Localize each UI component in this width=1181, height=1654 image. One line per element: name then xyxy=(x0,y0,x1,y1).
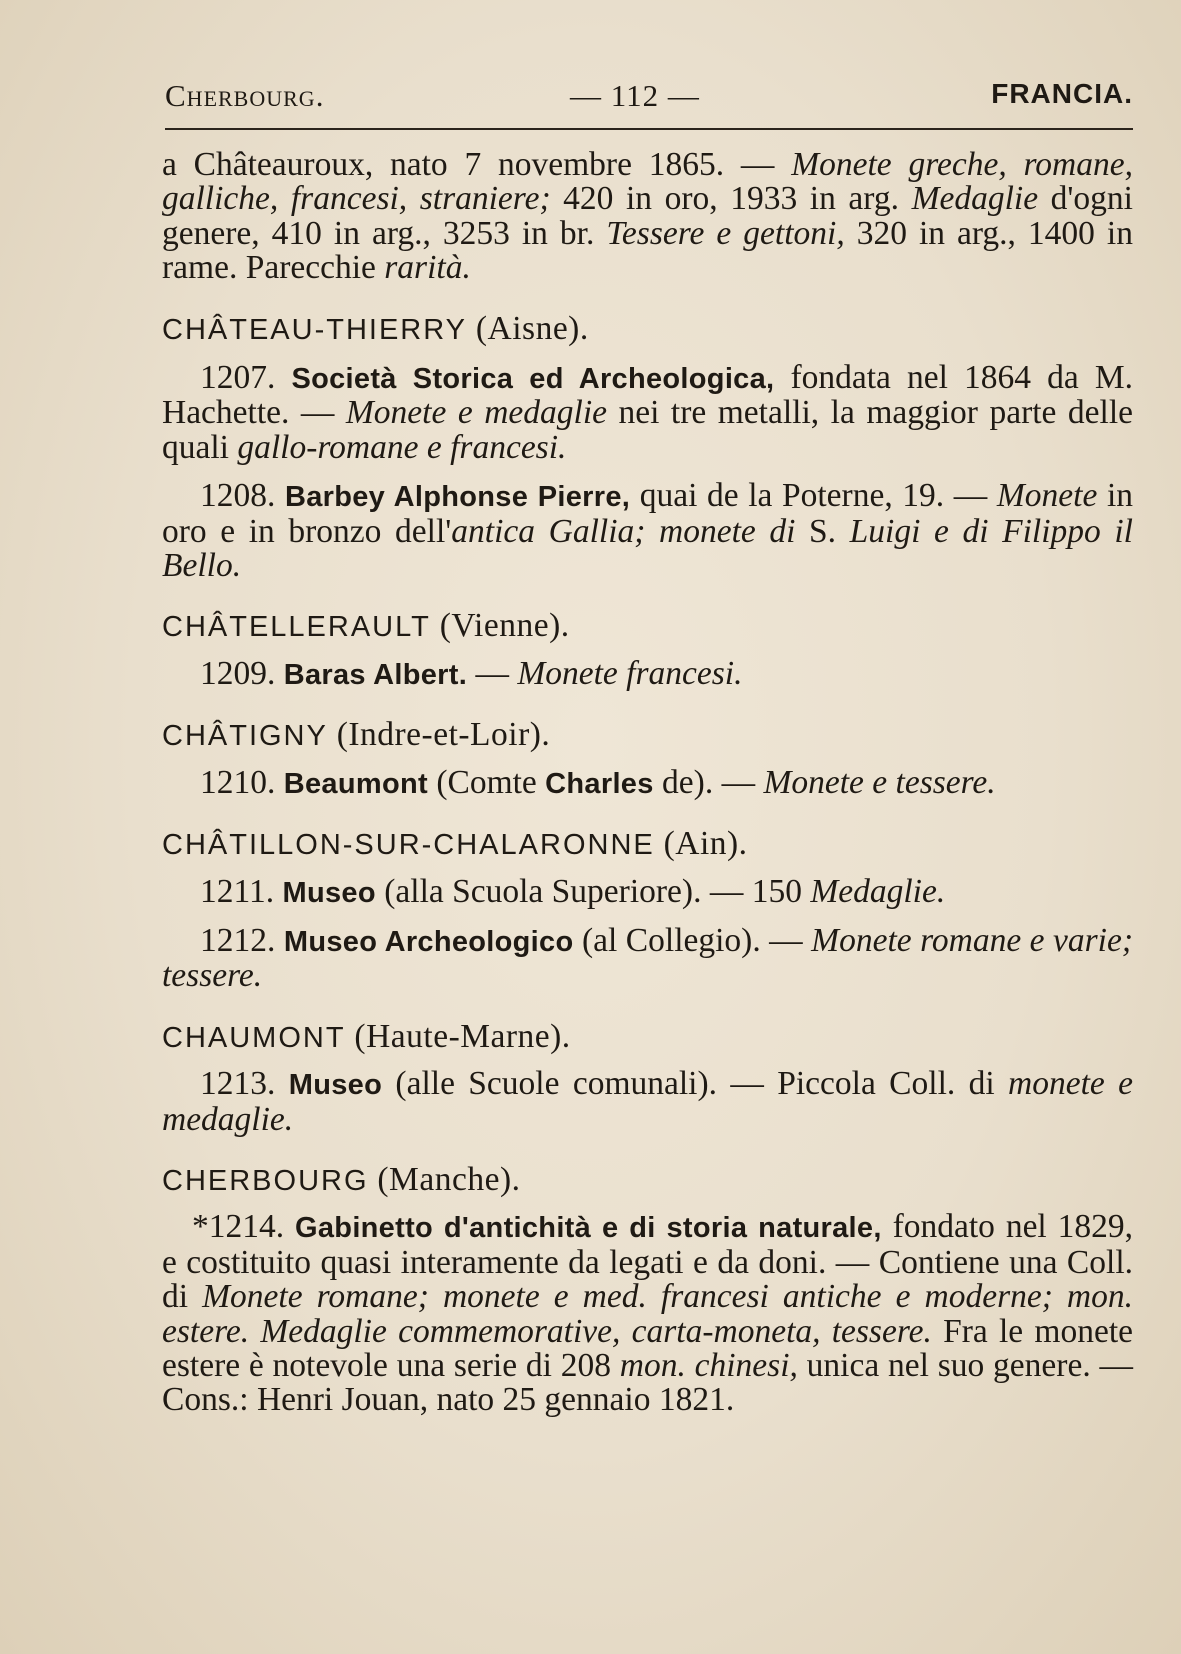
entry-1212 xyxy=(162,921,1134,995)
text: S. xyxy=(795,512,850,550)
place-heading xyxy=(162,609,1133,644)
text: Fra le monete estere è notevole una serie di 208 xyxy=(162,1312,1134,1384)
text: (al Collegio). — xyxy=(573,921,812,959)
text: unica nel suo genere. — Cons.: Henri Jouan, nato 25 gennaio 1821. xyxy=(162,1346,1133,1419)
entry-name: Beaumont xyxy=(283,767,428,800)
entry-1207 xyxy=(162,361,1133,465)
place-region: (Haute-Marne). xyxy=(345,1017,571,1055)
running-head-left: Cherbourg. xyxy=(165,78,325,113)
italic-text: Monete francesi. xyxy=(517,654,743,692)
entry-name: Baras Albert. xyxy=(283,658,468,691)
entry-1213 xyxy=(162,1067,1133,1137)
entry-name: Società Storica ed Archeologica, xyxy=(291,363,775,396)
italic-text: Monete greche, romane, galliche, francesi, straniere; xyxy=(162,146,1133,218)
entry-number: 1213. xyxy=(200,1065,289,1103)
entry-number: 1208. xyxy=(200,477,285,515)
text: (alle Scuole comunali). — Piccola Coll. di xyxy=(382,1065,1009,1103)
place-name: CHÂTILLON-SUR-CHALARONNE xyxy=(162,829,655,862)
running-head-right: FRANCIA. xyxy=(991,78,1133,109)
italic-text: Monete e medaglie xyxy=(345,394,608,432)
entry-number: 1207. xyxy=(200,359,292,397)
place-name: CHÂTEAU-THIERRY xyxy=(162,313,467,346)
place-heading xyxy=(162,718,1133,753)
entry-name-part: Charles xyxy=(545,767,654,800)
text: d'ogni genere, 410 in arg., 3253 in br. xyxy=(162,180,1133,252)
intro-paragraph xyxy=(162,148,1133,286)
entry-1214 xyxy=(162,1210,1133,1417)
text: a Châteauroux, nato 7 novembre 1865. — xyxy=(162,146,792,183)
italic-text: Monete e tessere. xyxy=(763,763,996,801)
place-region: (Aisne). xyxy=(467,309,589,347)
text: nei tre metalli, la maggior parte delle quali xyxy=(162,394,1133,466)
italic-text: gallo-romane e francesi. xyxy=(237,428,567,466)
entry-1208 xyxy=(162,479,1133,583)
italic-text: mon. chinesi, xyxy=(619,1346,798,1384)
page-number: — 112 — xyxy=(570,78,700,113)
place-heading xyxy=(162,1017,1133,1055)
place-name: CHÂTELLERAULT xyxy=(162,611,431,644)
entry-number: 1212. xyxy=(200,921,284,959)
text: fondato nel 1829, e costituito quasi interamente da legati e da doni. — Contiene una Coll. di xyxy=(162,1208,1134,1316)
entry-name: Museo xyxy=(282,876,376,909)
text: in oro e in bronzo dell' xyxy=(162,477,1134,550)
place-name: CHERBOURG xyxy=(162,1164,369,1197)
text: (Comte xyxy=(427,763,546,801)
italic-text: Luigi e di Filippo il Bello. xyxy=(162,512,1133,585)
entry-number: 1209. xyxy=(200,654,284,692)
place-name: CHÂTIGNY xyxy=(162,720,328,753)
italic-text: Monete romane e varie; tessere. xyxy=(162,921,1134,995)
entry-number: 1210. xyxy=(200,763,284,801)
place-region: (Indre-et-Loir). xyxy=(327,716,551,754)
text: fondata nel 1864 da M. Hachette. — xyxy=(162,359,1133,432)
entry-1211 xyxy=(162,872,1133,910)
italic-text: Monete romane; monete e med. francesi antiche e moderne; mon. estere. Medaglie commemorative, carta-moneta, tessere. xyxy=(162,1278,1134,1350)
entry-number: *1214. xyxy=(192,1208,296,1246)
place-heading xyxy=(162,309,1133,347)
entry-name: Barbey Alphonse Pierre, xyxy=(284,481,631,514)
entry-number: 1211. xyxy=(200,872,283,910)
text: — xyxy=(467,654,518,692)
place-name: CHAUMONT xyxy=(162,1021,346,1054)
italic-text: Medaglie xyxy=(911,180,1039,218)
text: 320 in arg., 1400 in rame. Parecchie xyxy=(162,214,1133,287)
place-region: (Manche). xyxy=(368,1160,521,1198)
entry-name: Gabinetto d'antichità e di storia naturale, xyxy=(295,1212,882,1245)
italic-text: Medaglie. xyxy=(810,872,946,910)
text: (alla Scuola Superiore). — 150 xyxy=(375,872,811,910)
text: 420 in oro, 1933 in arg. xyxy=(550,180,912,218)
italic-text: antica Gallia; monete di xyxy=(451,512,796,550)
running-head xyxy=(165,74,1133,118)
header-rule xyxy=(165,128,1133,130)
italic-text: Tessere e gettoni, xyxy=(606,214,845,252)
text: de). — xyxy=(653,763,764,801)
page-body xyxy=(162,148,1133,1418)
entry-name: Museo xyxy=(288,1069,383,1102)
entry-1210 xyxy=(162,763,1133,801)
entry-1209 xyxy=(162,654,1133,692)
place-region: (Ain). xyxy=(654,825,748,863)
place-heading xyxy=(162,827,1133,862)
italic-text: Monete xyxy=(996,477,1098,515)
place-heading xyxy=(162,1160,1133,1198)
italic-text: rarità. xyxy=(384,249,471,287)
italic-text: monete e medaglie. xyxy=(162,1065,1134,1138)
entry-name: Museo Archeologico xyxy=(283,925,574,958)
place-region: (Vienne). xyxy=(430,607,570,645)
text: quai de la Poterne, 19. — xyxy=(630,477,997,515)
